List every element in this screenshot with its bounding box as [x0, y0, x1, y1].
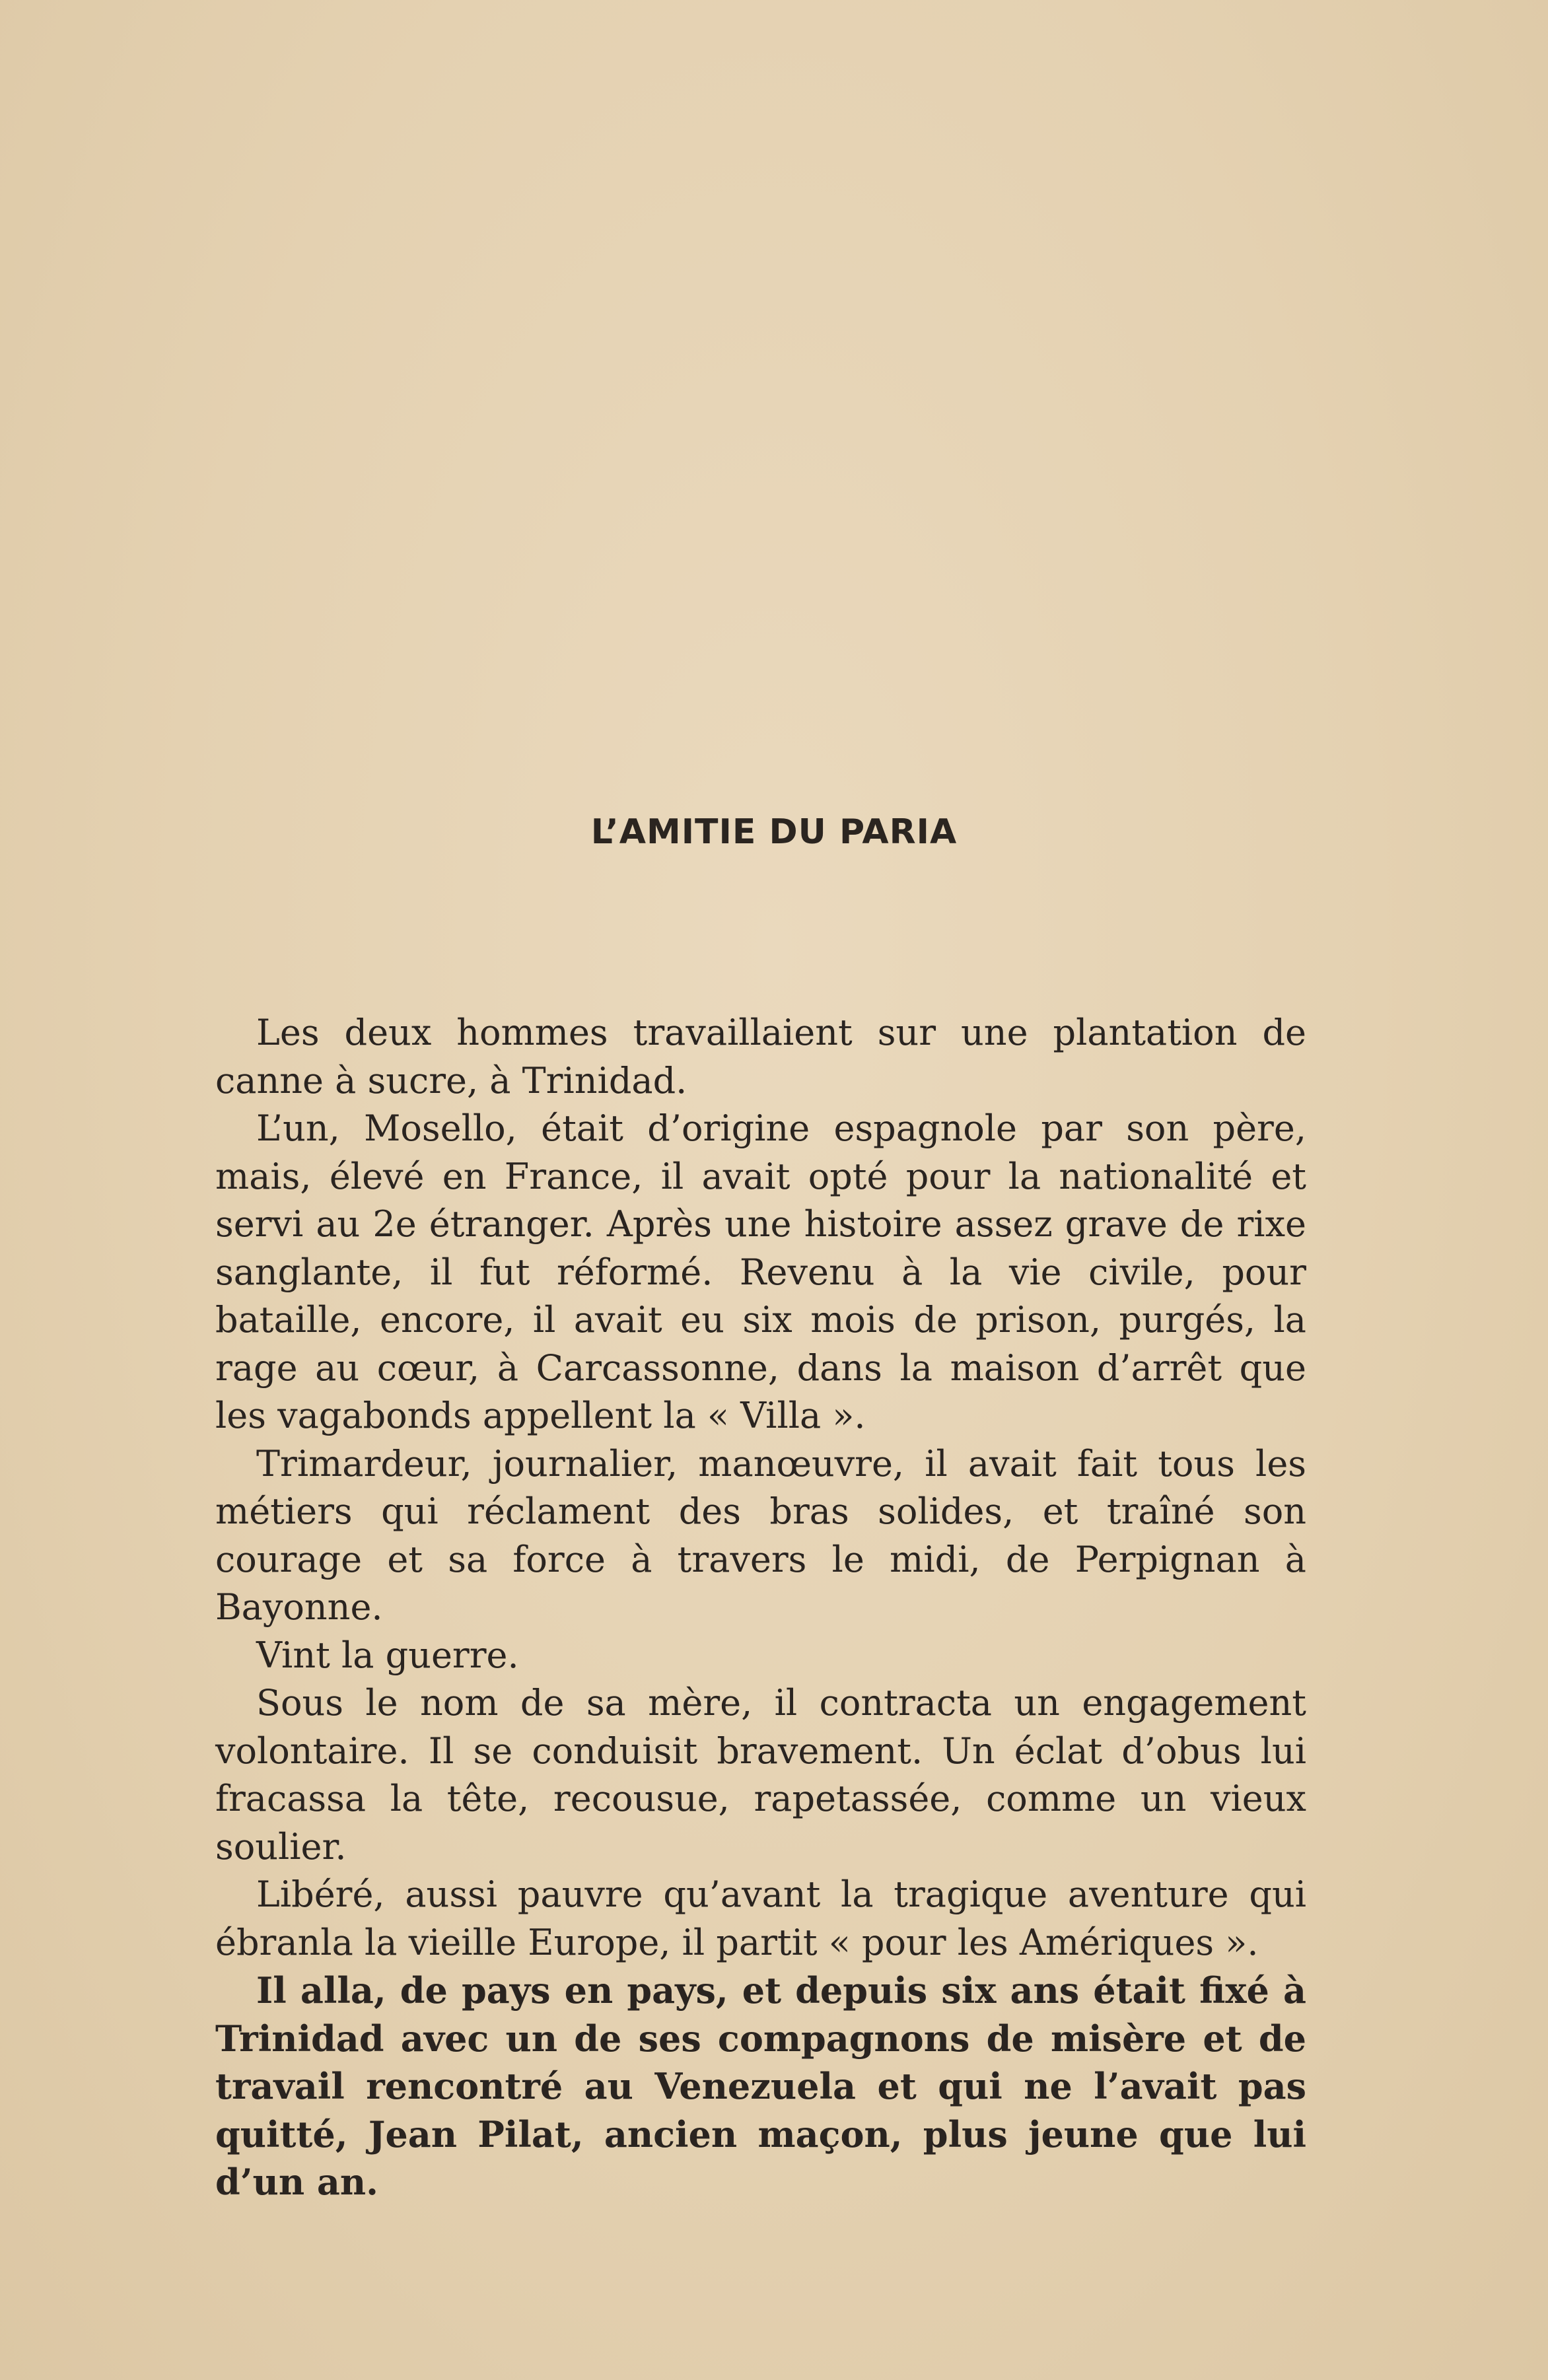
paragraph-4: Vint la guerre. [256, 1634, 519, 1676]
paragraph-2: L’un, Mosello, était d’origine espagnole par son père, mais, élevé en France, il avait opté pour la nationalité et servi au 2e étranger. Après une histoire assez grave de rixe sanglante, il fut réformé. Revenu à la vie civile, pour bataille, encore, il avait eu six mois de prison, purgés, la rage au cœur, à Carcassonne, dans la maison d’arrêt que les vagabonds appellent la « Villa ». [215, 1107, 1306, 1436]
paragraph-5: Sous le nom de sa mère, il contracta un engagement volontaire. Il se conduisit bravement. Un éclat d’obus lui fracassa la tête, recousue, rapetassée, comme un vieux soulier. [215, 1682, 1306, 1868]
body-text [215, 1009, 1306, 2206]
paragraph-3: Trimardeur, journalier, manœuvre, il avait fait tous les métiers qui réclament des bras solides, et traîné son courage et sa force à travers le midi, de Perpignan à Bayonne. [215, 1442, 1306, 1628]
paragraph-7: Il alla, de pays en pays, et depuis six ans était fixé à Trinidad avec un de ses compagnons de misère et de travail rencontré au Venezuela et qui ne l’avait pas quitté, Jean Pilat, ancien maçon, plus jeune que lui d’un an. [215, 1969, 1306, 2203]
paragraph-1: Les deux hommes travaillaient sur une plantation de canne à sucre, à Trinidad. [215, 1012, 1306, 1102]
chapter-title: L’AMITIE DU PARIA [590, 812, 958, 852]
paragraph-6: Libéré, aussi pauvre qu’avant la tragique aventure qui ébranla la vieille Europe, il partit « pour les Amériques ». [215, 1873, 1306, 1963]
